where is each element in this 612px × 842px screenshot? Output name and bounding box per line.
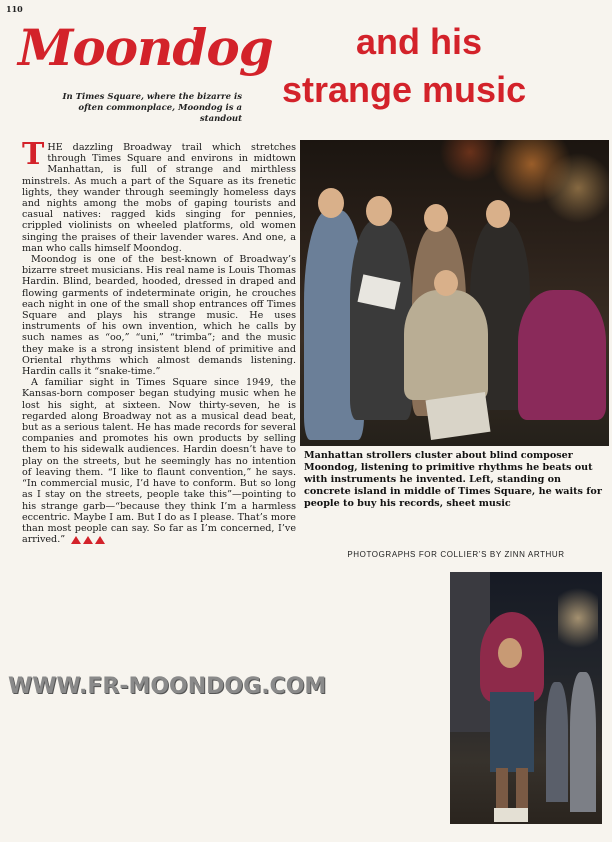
page-number: 110 (6, 4, 23, 14)
end-mark-icon (71, 536, 105, 544)
article-paragraph-3 (22, 377, 296, 545)
subtitle: In Times Square, where the bizarre is often commonplace, Moondog is a standout (62, 92, 242, 124)
article-body (22, 137, 296, 546)
title-moondog: Moondog (18, 18, 273, 77)
paragraph-1-text: HE dazzling Broadway trail which stretches through Times Square and environs in midtown Manhattan, is full of strange and mirthless minstrels. As much a part of the Square as its frenetic lights, they wander through seemingly homeless days and nights among the mobs of gaping tourists and casual natives: ragged kids singing for pennies, crippled violinists on wheeled platforms, old women singing the praises of their lavender wares. And one, a man who calls himself Moondog. (22, 142, 296, 254)
photo-crowd-around-moondog (300, 140, 609, 446)
article-paragraph-2: Moondog is one of the best-known of Broadway’s bizarre street musicians. His real name is Louis Thomas Hardin. Blind, bearded, hooded, dressed in draped and flowing garments of indeterminate origin, he crouches each night in one of the small shop entrances off Times Square and plays his strange music. He uses instruments of his own invention, which he calls by such names as “oo,” “uni,” “trimba”; and the music they make is a strong insistent blend of primitive and Oriental rhythms which almost demands listening. Hardin calls it “snake-time.” (22, 254, 296, 378)
website-watermark: WWW.FR-MOONDOG.COM (8, 674, 327, 699)
article-paragraph-1 (22, 137, 296, 254)
dropcap: T (22, 137, 45, 172)
photo-moondog-standing (450, 572, 602, 824)
title-and-his: and his (356, 21, 483, 62)
photo-credit: PHOTOGRAPHS FOR COLLIER’S BY ZINN ARTHUR (347, 550, 565, 559)
paragraph-3-text: A familiar sight in Times Square since 1949, the Kansas-born composer began studying music when he lost his sight, at sixteen. Now thirty-seven, he is regarded along Broadway not as a musical dead beat, but as a serious talent. He has made records for several companies and promotes his own products by selling them to his sidewalk audiences. Hardin doesn’t have to play on the streets, but he seemingly has no intention of leaving them. “I like to flaunt convention,” he says. “In commercial music, I’d have to conform. But so long as I stay on the streets, people take this”—pointing to his strange garb—“because they think I’m a harmless eccentric. Maybe I am. But I do as I please. That’s more than most people can say. So far as I’m concerned, I’ve arrived.” (22, 377, 296, 546)
photo-caption: Manhattan strollers cluster about blind composer Moondog, listening to primitive rhythms he beats out with instruments he invented. Left, standing on concrete island in middle of Times Square, he waits for people to buy his records, sheet music (304, 450, 602, 509)
title-strange-music: strange music (282, 69, 527, 110)
